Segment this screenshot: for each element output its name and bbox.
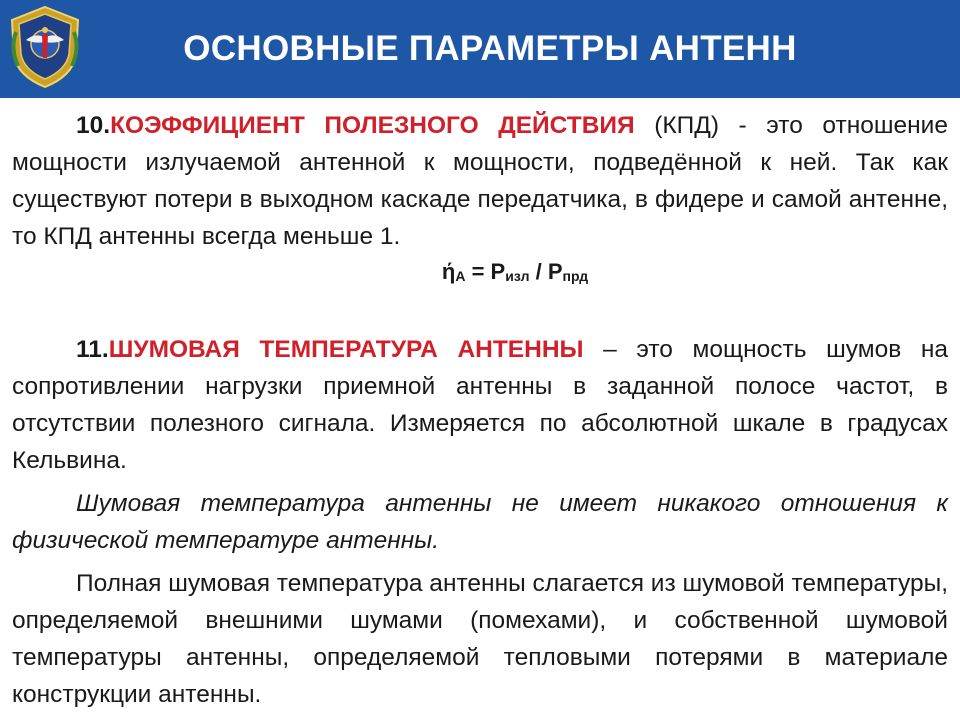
section-11-text: – это мощность шумов на сопротивлении нагрузки приемной антенны в заданной полосе частот, в отсутствии полезного сигнала. Измеряется по абсолютной шкале в градусах Кельвина. [12,336,948,474]
slide-content [12,107,948,713]
formula-slash: / Р [529,259,563,284]
page-title: ОСНОВНЫЕ ПАРАМЕТРЫ АНТЕНН [183,29,797,68]
formula-p-transmitter-subscript: прд [562,268,589,284]
section-10-number: 10. [76,112,111,139]
formula-equals: = Р [465,259,506,284]
section-10-paragraph [12,107,948,255]
section-10-term: КОЭФФИЦИЕНТ ПОЛЕЗНОГО ДЕЙСТВИЯ [110,112,635,139]
section-11-full-temperature: Полная шумовая температура антенны слагается из шумовой температуры, определяемой внешними шумами (помехами), и собственной шумовой температуры антенны, определяемой тепловыми потерями в материале конструкции антенны. [12,570,949,708]
formula-eta: ή [441,259,456,284]
spacer [12,291,948,331]
section-11-number: 11. [76,336,109,363]
efficiency-formula [12,257,948,291]
formula-p-radiated-subscript: изл [505,268,530,284]
formula-eta-subscript: А [455,268,466,284]
slide-header [0,0,960,98]
section-11-note: Шумовая температура антенны не имеет никакого отношения к физической температуре антенны. [12,490,948,554]
section-10-text: (КПД) - это отношение мощности излучаемой антенной к мощности, подведённой к ней. Так как существуют потери в выходном каскаде передатчика, в фидере и самой антенне, то КПД антенны всегда меньше 1. [12,112,948,250]
section-11-term: ШУМОВАЯ ТЕМПЕРАТУРА АНТЕННЫ [108,336,584,363]
section-11-paragraph [12,331,948,479]
